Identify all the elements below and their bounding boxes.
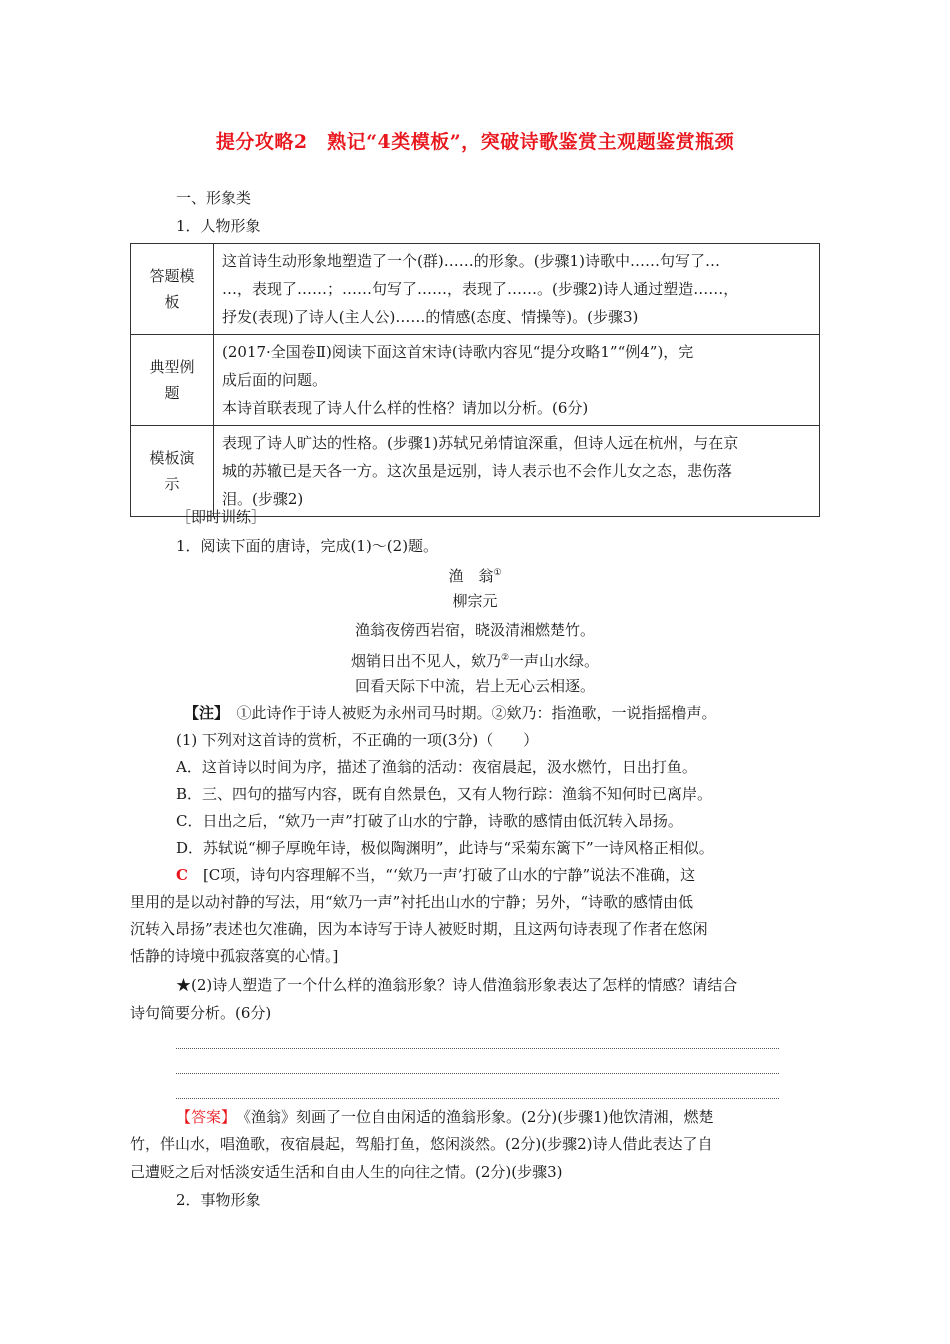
row-label-line: 题 [164, 384, 180, 402]
poem-line: 渔翁夜傍西岩宿，晓汲清湘燃楚竹。 [354, 621, 595, 639]
answer-text: [C项，诗句内容理解不当，“‘欸乃一声’打破了山水的宁静”说法不准确，这 [187, 866, 696, 884]
answer-2-line: 竹，伴山水，唱渔歌，夜宿晨起，驾船打鱼，悠闲淡然。(2分)(步骤2)诗人借此表达了自 [130, 1135, 713, 1153]
question-intro: 1．阅读下面的唐诗，完成(1)～(2)题。 [176, 537, 439, 555]
row-content [214, 335, 820, 426]
row-label-line: 示 [164, 475, 180, 493]
row-text-line: …，表现了……；……句写了……，表现了……。(步骤2)诗人通过塑造……， [222, 280, 739, 298]
answer-letter: C [176, 866, 188, 884]
footnote-marker: ① [493, 568, 502, 578]
row-text-line: 泪。(步骤2) [222, 490, 304, 508]
option-c: C．日出之后，“欸乃一声”打破了山水的宁静，诗歌的感情由低沉转入昂扬。 [176, 812, 683, 830]
row-content [214, 244, 820, 335]
row-label-line: 板 [164, 293, 180, 311]
row-label-line: 答题模 [149, 267, 195, 285]
question-1-2-cont: 诗句简要分析。(6分) [130, 1004, 272, 1022]
answer-2-line [176, 1107, 714, 1127]
row-text-line: (2017·全国卷Ⅱ)阅读下面这首宋诗(诗歌内容见“提分攻略1”“例4”)，完 [222, 343, 694, 361]
row-label [131, 244, 214, 335]
row-text-line: 表现了诗人旷达的性格。(步骤1)苏轼兄弟情谊深重，但诗人远在杭州，与在京 [222, 434, 739, 452]
row-text-line: 抒发(表现)了诗人(主人公)……的情感(态度、情操等)。(步骤3) [222, 308, 639, 326]
answer-1-line: 沉转入昂扬”表述也欠准确，因为本诗写于诗人被贬时期，且这两句诗表现了作者在悠闲 [130, 920, 708, 938]
answer-1-line: 恬静的诗境中孤寂落寞的心情。] [130, 947, 339, 965]
section-heading: 一、形象类 [176, 189, 252, 207]
poem-line: 回看天际下中流，岩上无心云相逐。 [354, 677, 595, 695]
subsection-heading: 1．人物形象 [176, 217, 261, 235]
poem-line-part: 一声山水绿。 [509, 652, 600, 670]
poem-title-text: 渔 翁 [448, 567, 494, 585]
template-table [130, 243, 820, 517]
row-content [214, 426, 820, 517]
row-text-line: 这首诗生动形象地塑造了一个(群)……的形象。(步骤1)诗歌中……句写了… [222, 252, 720, 270]
row-label [131, 426, 214, 517]
table-row [131, 244, 820, 335]
answer-blank-line [176, 1073, 779, 1074]
answer-blank-line [176, 1048, 779, 1049]
answer-1-line [176, 865, 695, 885]
row-label-line: 典型例 [149, 358, 195, 376]
poem-note [184, 703, 717, 723]
poem-line-part: 烟销日出不见人，欸乃 [350, 652, 501, 670]
poem-author: 柳宗元 [452, 592, 498, 610]
poem-title [0, 563, 950, 586]
answer-label: 【答案】 [176, 1108, 229, 1126]
table-row [131, 335, 820, 426]
table-row [131, 426, 820, 517]
row-text-line: 本诗首联表现了诗人什么样的性格？请加以分析。(6分) [222, 399, 589, 417]
row-text-line: 成后面的问题。 [222, 371, 328, 389]
page-title: 提分攻略2 熟记“4类模板”，突破诗歌鉴赏主观题鉴赏瓶颈 [215, 131, 735, 153]
option-d: D．苏轼说“柳子厚晚年诗，极似陶渊明”，此诗与“采菊东篱下”一诗风格正相似。 [176, 839, 714, 857]
footnote-marker: ② [500, 653, 510, 663]
poem-line [0, 648, 950, 671]
answer-blank-line [176, 1098, 779, 1099]
training-heading: ［即时训练］ [176, 508, 267, 526]
option-a: A．这首诗以时间为序，描述了渔翁的活动：夜宿晨起，汲水燃竹，日出打鱼。 [176, 758, 697, 776]
answer-1-line: 里用的是以动衬静的写法，用“欸乃一声”衬托出山水的宁静；另外，“诗歌的感情由低 [130, 893, 694, 911]
note-label: 【注】 [184, 704, 222, 722]
row-text-line: 城的苏辙已是天各一方。这次虽是远别，诗人表示也不会作儿女之态，悲伤落 [222, 462, 733, 480]
subsection-heading: 2．事物形象 [176, 1191, 261, 1209]
answer-2-line: 己遭贬之后对恬淡安适生活和自由人生的向往之情。(2分)(步骤3) [130, 1163, 563, 1181]
question-1-2: ★(2)诗人塑造了一个什么样的渔翁形象？诗人借渔翁形象表达了怎样的情感？请结合 [176, 976, 738, 994]
answer-text: 《渔翁》刻画了一位自由闲适的渔翁形象。(2分)(步骤1)他饮清湘，燃楚 [228, 1108, 714, 1126]
row-label [131, 335, 214, 426]
row-label-line: 模板演 [149, 449, 195, 467]
note-text: ①此诗作于诗人被贬为永州司马时期。②欸乃：指渔歌，一说指摇橹声。 [221, 704, 717, 722]
option-b: B．三、四句的描写内容，既有自然景色，又有人物行踪：渔翁不知何时已离岸。 [176, 785, 713, 803]
question-1-1: (1) 下列对这首诗的赏析，不正确的一项(3分)（ ） [176, 731, 539, 749]
